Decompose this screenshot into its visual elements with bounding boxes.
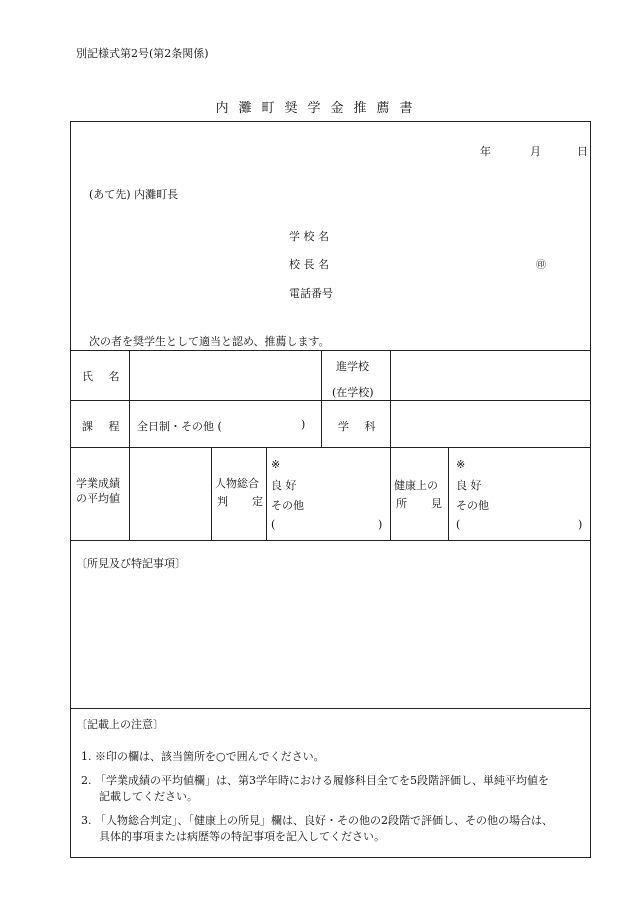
health-findings-label-2a: 所 xyxy=(396,497,407,510)
remarks-label: 〔所見及び特記事項〕 xyxy=(76,557,186,570)
course-label: 課 程 xyxy=(82,420,126,433)
person-paren-open: ( xyxy=(271,518,276,531)
seal-mark: ㊞ xyxy=(536,260,546,271)
person-good: 良 好 xyxy=(271,479,297,492)
next-school-label: 進学校 xyxy=(336,360,369,373)
col-school-value-divider xyxy=(390,350,391,447)
col-health-value-divider xyxy=(448,447,449,540)
rule-name-row xyxy=(70,400,591,401)
health-findings-label-1: 健康上の xyxy=(394,479,438,492)
course-options: 全日制・その他 ( xyxy=(137,420,222,433)
health-paren-open: ( xyxy=(456,518,461,531)
rule-grade-row xyxy=(70,540,591,541)
col-person-divider xyxy=(211,447,212,540)
form-id: 別記様式第2号(第2条関係) xyxy=(76,47,209,60)
grade-average-label-2: の平均値 xyxy=(76,492,120,505)
school-name-label: 学 校 名 xyxy=(289,230,329,243)
note-item-2: 2. 「学業成績の平均値欄」は、第3学年時における履修科目全てを5段階評価し、単純平均値を xyxy=(81,774,549,787)
person-judgment-label-2b: 定 xyxy=(252,495,263,508)
grade-average-label-1: 学業成績 xyxy=(76,477,120,490)
date-year: 年 xyxy=(480,145,491,158)
rule-remarks xyxy=(70,708,591,709)
col-grade-divider xyxy=(129,447,130,540)
col-health-divider xyxy=(390,447,391,540)
note-item-3-cont: 具体的事項または病歴等の特記事項を記入してください。 xyxy=(99,830,385,843)
person-judgment-label-2a: 判 xyxy=(217,495,228,508)
col-label-divider xyxy=(129,350,130,447)
col-person-value-divider xyxy=(266,447,267,540)
principal-name-label: 校 長 名 xyxy=(289,258,329,271)
col-school-divider xyxy=(321,350,322,447)
health-good: 良 好 xyxy=(456,479,482,492)
health-other: その他 xyxy=(456,499,489,512)
health-mark: ※ xyxy=(456,458,466,471)
enrolled-school-label: (在学校) xyxy=(332,386,374,399)
department-label: 学 科 xyxy=(338,420,382,433)
person-other: その他 xyxy=(271,499,304,512)
course-paren-close: ) xyxy=(301,418,306,431)
health-findings-label-2b: 見 xyxy=(431,497,442,510)
phone-label: 電話番号 xyxy=(289,287,333,300)
person-paren-close: ) xyxy=(378,518,383,531)
person-mark: ※ xyxy=(271,458,281,471)
rule-top-table xyxy=(70,350,591,351)
note-item-2-cont: 記載してください。 xyxy=(99,790,198,803)
rule-course-row xyxy=(70,447,591,448)
health-paren-close: ) xyxy=(578,518,583,531)
date-month: 月 xyxy=(530,145,541,158)
person-judgment-label-1: 人物総合 xyxy=(215,477,259,490)
document-title: 内灘町奨学金推薦書 xyxy=(215,101,423,116)
name-label: 氏 名 xyxy=(82,370,126,383)
note-item-1: 1. ※印の欄は、該当箇所を○で囲んでください。 xyxy=(81,750,325,763)
date-day: 日 xyxy=(577,145,588,158)
recommendation-statement: 次の者を奨学生として適当と認め、推薦します。 xyxy=(89,335,330,348)
notes-heading: 〔記載上の注意〕 xyxy=(76,718,164,731)
note-item-3: 3. 「人物総合判定」、「健康上の所見」欄は、良好・その他の2段階で評価し、その他の場合は、 xyxy=(81,814,553,827)
addressee: (あて先) 内灘町長 xyxy=(89,188,179,201)
